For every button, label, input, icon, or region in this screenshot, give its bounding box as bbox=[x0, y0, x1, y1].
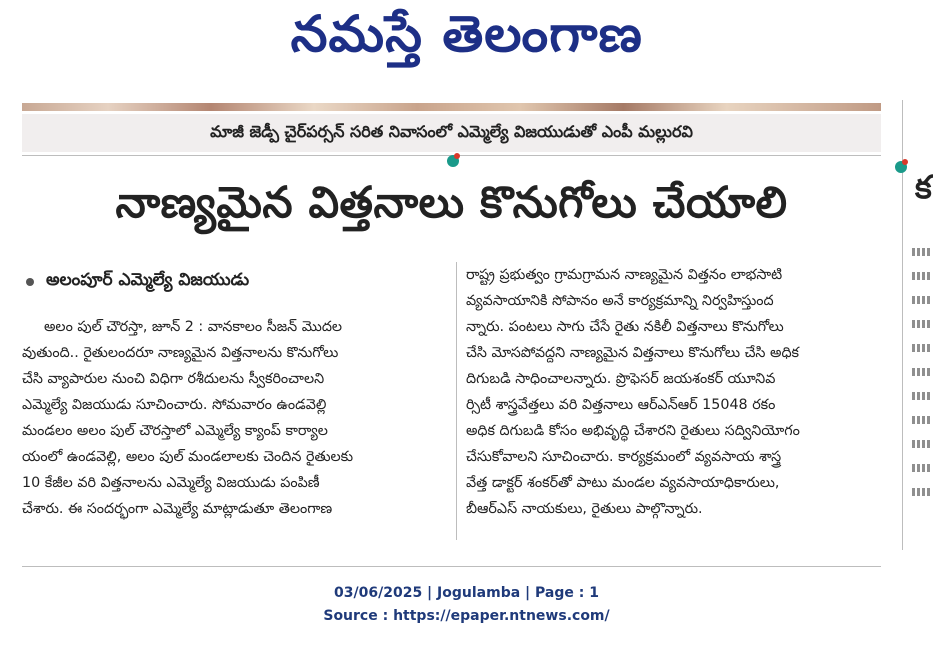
text-line: వుతుంది.. రైతులందరూ నాణ్యమైన విత్తనాలను కొనుగోలు bbox=[22, 345, 339, 361]
bullet-icon bbox=[26, 278, 34, 286]
text-line: ఎమ్మెల్యే విజయుడు సూచించారు. సోమవారం ఉండవెల్లి bbox=[22, 397, 327, 413]
newspaper-logo-icon bbox=[891, 156, 911, 179]
footer-date-edition: 03/06/2025 | Jogulamba | Page : 1 bbox=[334, 585, 599, 601]
text-line: చేసుకోవాలని సూచించారు. కార్యక్రమంలో వ్యవసాయ శాస్త్ర bbox=[466, 449, 782, 465]
footer-source: Source : https://epaper.ntnews.com/ bbox=[323, 608, 610, 624]
text-line: 10 కేజీల వరి విత్తనాలను ఎమ్మెల్యే విజయుడు పంపిణీ bbox=[22, 475, 320, 491]
text-line: చేసి మోసపోవద్దని నాణ్యమైన విత్తనాలు కొనుగోలు చేసి అధిక bbox=[466, 345, 800, 361]
masthead bbox=[0, 0, 933, 80]
cut-off-column bbox=[912, 248, 933, 538]
photo-caption bbox=[22, 114, 881, 152]
subheading-text: అలంపూర్ ఎమ్మెల్యే విజయుడు bbox=[46, 270, 250, 290]
text-line: బీఆర్‌ఎస్ నాయకులు, రైతులు పాల్గొన్నారు. bbox=[466, 501, 703, 517]
cut-off-text-line bbox=[912, 488, 930, 496]
headline bbox=[22, 172, 881, 244]
cut-off-text-line bbox=[912, 320, 930, 328]
text-line: న్నారు. పంటలు సాగు చేసే రైతు నకిలీ విత్తనాలు కొనుగోలు bbox=[466, 319, 784, 335]
text-line: అలం పుల్ చౌరస్తా, జూన్ 2 : వానకాలం సీజన్ మొదల bbox=[44, 319, 343, 335]
text-line: యంలో ఉండవెల్లి, అలం పుల్ మండలాలకు చెందిన రైతులకు bbox=[22, 449, 354, 465]
newspaper-logo-icon bbox=[443, 150, 463, 173]
article-column-right bbox=[466, 262, 882, 522]
text-line: రాష్ట్ర ప్రభుత్వం గ్రామగ్రామన నాణ్యమైన విత్తనం లాభసాటి bbox=[466, 267, 783, 283]
text-line: అధిక దిగుబడి కోసం అభివృద్ధి చేశారని రైతులు సద్వినియోగం bbox=[466, 423, 800, 439]
cut-off-text-line bbox=[912, 440, 930, 448]
cut-off-text-line bbox=[912, 248, 930, 256]
text-line: చేశారు. ఈ సందర్భంగా ఎమ్మెల్యే మాట్లాడుతూ తెలంగాణ bbox=[22, 501, 333, 517]
cut-off-text-line bbox=[912, 344, 930, 352]
text-line: దిగుబడి సాధించాలన్నారు. ప్రొఫెసర్ జయశంకర్ యూనివ bbox=[466, 371, 776, 387]
newspaper-title: నమస్తే తెలంగాణ bbox=[290, 4, 643, 63]
cut-off-headline: క bbox=[915, 168, 932, 206]
subheading bbox=[22, 270, 442, 294]
photo-strip bbox=[22, 103, 881, 111]
cut-off-text-line bbox=[912, 368, 930, 376]
text-line: ర్సిటీ శాస్త్రవేత్తలు వరి విత్తనాలు ఆర్‌ఎన్‌ఆర్ 15048 రకం bbox=[466, 397, 776, 413]
cut-off-text-line bbox=[912, 296, 930, 304]
text-line: చేసి వ్యాపారుల నుంచి విధిగా రశీదులను స్వీకరించాలని bbox=[22, 371, 325, 387]
text-line: వేత్త డాక్టర్ శంకర్‌తో పాటు మండల వ్యవసాయాధికారులు, bbox=[466, 475, 780, 491]
article-column-left bbox=[22, 314, 450, 522]
photo-caption-text: మాజీ జెడ్పీ చైర్‌పర్సన్ సరిత నివాసంలో ఎమ్మెల్యే విజయుడుతో ఎంపీ మల్లురవి bbox=[210, 121, 693, 141]
text-line: మండలం అలం పుల్ చౌరస్తాలో ఎమ్మెల్యే క్యాంప్ కార్యాల bbox=[22, 423, 328, 439]
headline-text: నాణ్యమైన విత్తనాలు కొనుగోలు చేయాలి bbox=[115, 178, 788, 228]
cut-off-text-line bbox=[912, 272, 930, 280]
column-divider bbox=[456, 262, 457, 540]
text-line: వ్యవసాయానికి సోపానం అనే కార్యక్రమాన్ని నిర్వహిస్తుంద bbox=[466, 293, 774, 309]
divider-bottom bbox=[22, 566, 881, 567]
cut-off-text-line bbox=[912, 464, 930, 472]
cut-off-text-line bbox=[912, 392, 930, 400]
cut-off-text-line bbox=[912, 416, 930, 424]
